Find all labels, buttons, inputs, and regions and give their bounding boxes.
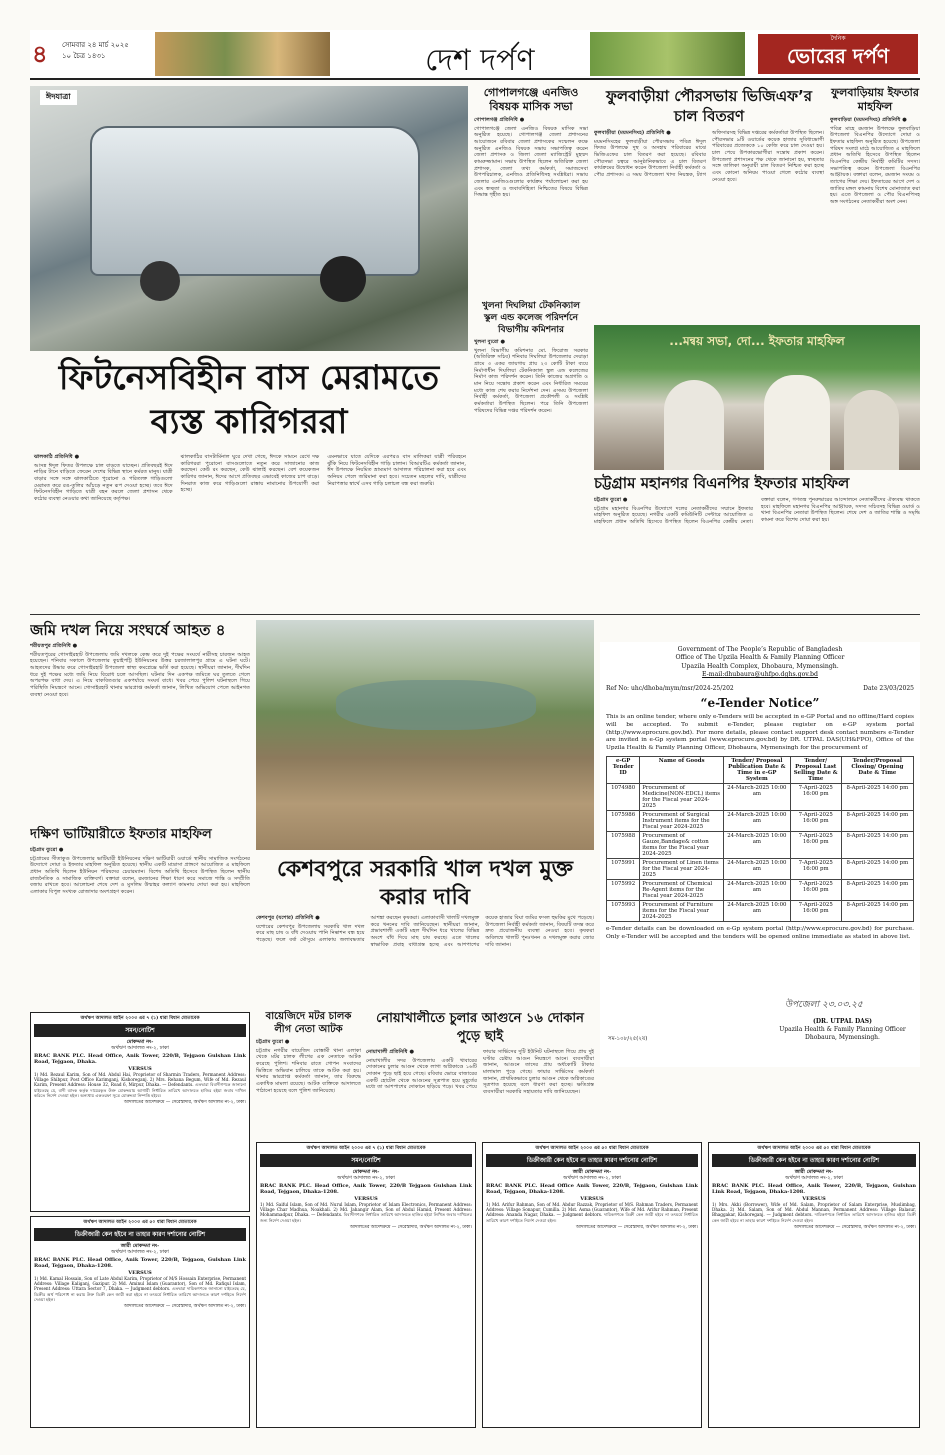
ad-top-line: অর্থঋণ আদালত আইন ২০০৩ এর ৭ (১) ধারা বিধান মোতাবেক [80, 1016, 200, 1021]
tender-footer: e-Tender details can be downloaded on e-Gp system portal (http://www.eprocure.gov.bd) for purchase. Only e-Tender will be accepted and the tenders will be opened online immediate as stated in above list. [606, 926, 914, 940]
tender-cell-id: 1075986 [607, 811, 640, 832]
tender-col-header: Name of Goods [640, 757, 724, 784]
tender-cell-goods: Procurement of Chemical Re-Agent items for the Fiscal year 2024-2025 [640, 880, 724, 901]
court-ad-3 [256, 1142, 476, 1428]
ad-top-line: অর্থঋণ আদালত আইন ২০০৩ এর ৫০ ধারা বিধান মোতাবেক [535, 1146, 649, 1151]
ad-title: ডিক্রীজারী কেন হইবে না তাহার কারণ দর্শানোর নোটিশ [712, 1154, 916, 1167]
ad-court: অর্থঋণ আদালত নং-২, ঢাকা [563, 1174, 621, 1181]
bus-wheel-2 [140, 261, 180, 301]
gopalganj-story: গোপালগঞ্জে এনজিও বিষয়ক মাসিক সভা গোপালগঞ্জ প্রতিনিধি ● গোপালগঞ্জে জেলা এনজিও বিষয়ক মাসিক সভা অনুষ্ঠিত হয়েছে। গোপালগঞ্জ জেলা প্রশাসনের আয়োজনে রবিবার জেলা প্রশাসকের সম্মেলন কক্ষে অনুষ্ঠিত এনজিও বিষয়ক সভায় সভাপতিত্ব করেন জেলা প্রশাসক ও জিলা জেলা ম্যাজিস্ট্রেট মুহম্মদ কামরুজ্জামান। সভায় উপস্থিত ছিলেন অতিরিক্ত জেলা প্রশাসক, জেলা তথ্য কর্মকর্তা, সমাজসেবা উপপরিচালক, এনজিও প্রতিনিধিসহ সংশ্লিষ্টরা। সভায় জেলার এনজিওগুলোর কার্যক্রম পর্যালোচনা করা হয় এবং স্বচ্ছতা ও জবাবদিহিতা নিশ্চিতের বিষয়ে বিভিন্ন সিদ্ধান্ত গৃহীত হয়। [474, 86, 588, 199]
tender-row [607, 832, 914, 859]
ad-body: 1) Md. Rezaul Karim, Son of Md. Abdul Hai, Proprietor of Sharmin Traders, Permanent Address: Village Shibpur, Post Office Karimganj, Kishoreganj. 2) Mrs. Rehana Begum, Wife of Md. Rezaul Karim, Present Address: House 32, Road 6, Mirpur, Dhaka. — Defendants. এতদ্বারা বিবাদীগণকে জানানো যাইতেছে যে, বাদী ব্যাংক কর্তৃক দায়েরকৃত উক্ত মোকদ্দমায় আগামী নির্ধারিত তারিখে আদালতে হাজির হইয়া জবাব দাখিল করিতে নির্দেশ দেওয়া হইল। অন্যথায় একতরফা সূত্রে মোকদ্দমা নিষ্পত্তি হইবে। [34, 1071, 246, 1098]
bus-shape [90, 126, 420, 276]
tender-cell-goods: Procurement of Surgical Instrument items for the Fiscal year 2024-2025 [640, 811, 724, 832]
tender-table [606, 756, 914, 922]
ad-title: ডিক্রীজারী কেন হইবে না তাহার কারণ দর্শানোর নোটিশ [486, 1154, 698, 1167]
masthead [30, 30, 920, 80]
tender-intro: This is an online tender, where only e-Tenders will be accepted in e-GP Portal and no offline/Hard copies will be accepted. To submit e-Tender, please register on e-GP system portal (http://www.eprocure.gov.bd). For more details, please contact support desk contact numbers e-Tender are invited in e-Gp system portal (www.eprocure.gov.bd) by DR. UTPAL DAS(UH&FPO), Office of the Upzila Health & Family Planning Officer, Dhobaura, Mymensingh for the procurement of [606, 714, 914, 751]
tender-cell-goods: Procurement of Furniture items for the Fiscal year 2024-2025 [640, 901, 724, 922]
ad-bank: BRAC BANK PLC. Head Office, Anik Tower, 220/B Tejgaon Gulshan Link Road, Tejgaon, Dhaka-1208. [260, 1183, 472, 1196]
masthead-photo-left [155, 32, 330, 76]
bayazid-headline: বায়েজিদে মটর চালক লীগ নেতা আটক [265, 1011, 352, 1035]
fulbaria-vgf-headline: ফুলবাড়ীয়া পৌরসভায় ভিজিএফ’র চাল বিতরণ [605, 87, 813, 125]
south-iftar-story: দক্ষিণ ভাটিয়ারীতে ইফতার মাহফিল চট্টগ্রাম ব্যুরো ● চট্টগ্রামের সীতাকুণ্ড উপজেলার ভাটিয়ারী ইউনিয়নের দক্ষিণ ভাটিয়ারী ওয়ার্ডে স্থানীয় সামাজিক সংগঠনের উদ্যোগে দোয়া ও ইফতার মাহফিল অনুষ্ঠিত হয়েছে। স্থানীয় একটি মাদ্রাসা প্রাঙ্গণে আয়োজিত এ মাহফিলে প্রধান অতিথি ছিলেন ইউনিয়ন পরিষদের চেয়ারম্যান। বিশেষ অতিথি হিসেবে উপস্থিত ছিলেন স্থানীয় রাজনৈতিক ও সামাজিক ব্যক্তিবর্গ। বক্তারা বলেন, রমজানের শিক্ষা ধারণ করে সমাজে শান্তি ও সম্প্রীতি বজায় রাখতে হবে। আলোচনা শেষে দেশ ও মুসলিম উম্মাহর কল্যাণ কামনায় দোয়া করা হয়। মাহফিলে এলাকার বিপুল সংখ্যক রোজাদার অংশগ্রহণ করেন। [30, 827, 250, 895]
ad-court: অর্থঋণ আদালত নং-২, ঢাকা [337, 1174, 395, 1181]
tender-title: “e-Tender Notice” [700, 696, 820, 711]
ad-court: অর্থঋণ আদালত নং-২, ঢাকা [111, 1044, 169, 1051]
tender-cell-close: 8-April-2025 14:00 pm [841, 901, 913, 922]
keshabpur-headline: কেশবপুরে সরকারি খাল দখল মুক্ত করার দাবি [276, 857, 574, 910]
ad-bank: BRAC BANK PLC. Head Office, Anik Tower, 220/B, Tejgaon Gulshan Link Road, Tejgaon, Dhaka. [34, 1053, 246, 1066]
ad-bank: BRAC BANK PLC. Head Office, Anik Tower, 220/B, Tejgaon, Gulshan Link Road, Tejgaon, Dhaka-1208. [712, 1183, 916, 1196]
divider-horizontal [30, 614, 920, 615]
ad-top-line: অর্থঋণ আদালত আইন ২০০৩ এর ৫০ ধারা বিধান মোতাবেক [83, 1220, 197, 1225]
court-ad-4 [482, 1142, 702, 1428]
tender-cell-pub: 24-March-2025 10:00 am [724, 859, 791, 880]
canal-photo [256, 620, 594, 850]
bayazid-story: বায়েজিদে মটর চালক লীগ নেতা আটক চট্টগ্রাম ব্যুরো ● চট্টগ্রাম নগরীর বায়েজিদ বোস্তামী থানা এলাকা থেকে মটর চালক লীগের এক নেতাকে আটক করেছে পুলিশ। শনিবার রাতে গোপন সংবাদের ভিত্তিতে অভিযান চালিয়ে তাকে আটক করা হয়। থানার ভারপ্রাপ্ত কর্মকর্তা জানান, তার বিরুদ্ধে একাধিক মামলা রয়েছে। আটক ব্যক্তিকে আদালতে পাঠানো হয়েছে বলে পুলিশ জানিয়েছে। [256, 1011, 361, 1094]
ad-body: 1) Md. Arifur Rahman, Son of Md. Abdur Razzak, Proprietor of M/S. Rahman Traders, Permanent Address: Village Sonapur, Cumilla. 2) Mst. Asma (Guarantor), Wife of Md. Arifur Rahman, Present Address: Ananda Nagar, Dhaka. — Judgment debtors. দায়িকগণকে ডিক্রী কেন জারী হইবে না তৎমর্মে নির্ধারিত তারিখে কারণ দর্শাইতে নির্দেশ দেওয়া হইল। [486, 1201, 698, 1223]
tender-cell-id: 1074980 [607, 784, 640, 811]
tender-cell-id: 1075991 [607, 859, 640, 880]
ad-title: সমন/নোটিশ [34, 1024, 246, 1037]
signature-scribble: উপজেলা ২৩.০৩.২৫ [785, 1000, 863, 1010]
tender-cell-close: 8-April-2025 14:00 pm [841, 880, 913, 901]
ad-case-line: মোকদ্দমা নং- [352, 1168, 380, 1175]
bus-wheel-1 [320, 256, 366, 302]
tender-row [607, 859, 914, 880]
tender-cell-pub: 24-March-2025 10:00 am [724, 832, 791, 859]
tender-ref: Ref No: uhc/dhoba/mym/msr/2024-25/202 [606, 685, 734, 693]
tender-cell-close: 8-April-2025 14:00 pm [841, 859, 913, 880]
ad-body: 1) Md. Saiful Islam, Son of Md. Nurul Islam, Proprietor of Islam Electronics, Permanent Address: Village Char Madhua, Noakhali. 2) Md. Jahangir Alam, Son of Abdul Hamid, Present Address: Mohammadpur, Dhaka. — Defendants. বিবাদীগণকে নির্ধারিত তারিখে আদালতে হাজির হইয়া লিখিত জবাব দাখিলের জন্য নির্দেশ দেওয়া হইল। [260, 1201, 472, 1223]
tender-cell-sell: 7-April-2025 16:00 pm [790, 859, 841, 880]
iftar-banner: ...মন্বয় সভা, দো... ইফতার মাহফিল [669, 334, 845, 348]
ad-court: অর্থঋণ আদালত নং-২, ঢাকা [785, 1174, 843, 1181]
ad-title: ডিক্রীজারী কেন হইবে না তাহার কারণ দর্শানোর নোটিশ [34, 1228, 246, 1241]
khulna-story: খুলনা দিঘলিয়া টেকনিক্যাল স্কুল এন্ড কলেজ পরিদর্শনে বিভাগীয় কমিশনার খুলনা ব্যুরো ● খুলনা বিভাগীয় কমিশনার মো. ফিরোজ সরকার (অতিরিক্ত সচিব) শনিবার দিঘলিয়া উপজেলার দেয়াড়া গ্রামে ৩ একর জায়গায় প্রায় ২৩ কোটি টাকা ব্যয়ে নির্মাণাধীন দিঘলিয়া টেকনিক্যাল স্কুল এন্ড কলেজের নির্মাণ কাজ পরিদর্শন করেন। তিনি কাজের অগ্রগতি ও মান নিয়ে সন্তোষ প্রকাশ করেন এবং নির্ধারিত সময়ের মধ্যে কাজ শেষ করার নির্দেশনা দেন। এসময় উপজেলা নির্বাহী কর্মকর্তা, উপজেলা প্রকৌশলী ও সংশ্লিষ্ট কর্মকর্তারা উপস্থিত ছিলেন। পরে তিনি উপজেলা পরিষদের বিভিন্ন দপ্তর পরিদর্শন করেন। [474, 301, 588, 414]
ad-bank: BRAC BANK PLC. Head Office, Anik Tower, 220/B, Tejgaon, Gulshan Link Road, Tejgaon, Dhaka-1208. [34, 1257, 246, 1270]
speaker-figure-2 [764, 375, 830, 470]
tender-col-header: e-GP Tender ID [607, 757, 640, 784]
tender-cell-goods: Procurement of Gauze,Bandage& cotton items for the Fiscal year 2024-2025 [640, 832, 724, 859]
court-ad-1 [30, 1012, 250, 1212]
land-headline: জমি দখল নিয়ে সংঘর্ষে আহত ৪ [30, 621, 226, 639]
tender-cell-sell: 7-April-2025 16:00 pm [790, 880, 841, 901]
issue-date: সোমবার ২৪ মার্চ ২০২৫ ১০ চৈত্র ১৪৩১ [62, 41, 129, 60]
tender-date: Date 23/03/2025 [863, 685, 914, 693]
speaker-figure-3 [844, 390, 899, 470]
ad-case-line: জারী মোকদ্দমা নং- [794, 1168, 834, 1175]
lead-tag: ঈদযাত্রা [40, 90, 77, 105]
ad-case-line: জারী মোকদ্দমা নং- [572, 1168, 612, 1175]
tender-cell-id: 1075993 [607, 901, 640, 922]
tender-col-header: Tender/ Proposal Last Selling Date & Time [790, 757, 841, 784]
tender-email: E-mail:dhubaura@uhfpo.dghs.gov.bd [702, 671, 818, 679]
ad-seal: আদালতের আদেশক্রমে — সেরেস্তাদার, অর্থঋণ আদালত নং-২, ঢাকা। [349, 1224, 472, 1230]
tender-cell-pub: 24-March-2025 10:00 am [724, 880, 791, 901]
ad-case-line: জারী মোকদ্দমা নং- [120, 1242, 160, 1249]
lead-photo [30, 86, 468, 351]
tender-row [607, 784, 914, 811]
tender-cell-sell: 7-April-2025 16:00 pm [790, 901, 841, 922]
lead-body: ঝালকাঠি প্রতিনিধি ● আসন্ন ঈদুল ফিতর উপলক্ষে চাল বাড়তে যাচ্ছেন। প্রতিবছরই ঈদে নাড়ির টানে বাড়িতে ফেরেন দেশের বিভিন্ন স্থানে কর্মরত মানুষ। যাত্রী বাড়ার সঙ্গে সঙ্গে ঝালকাঠিতে পুরোনো ও পরিত্যক্ত গাড়িগুলো মেরামত করে রঙ-তুলির আঁচড়ে নতুন রূপ দেওয়া হচ্ছে। তবে ঈদে ফিটনেসবিহীন গাড়িতে যাত্রী বহন করলে জেলা প্রশাসন থেকে কঠোর ব্যবস্থা নেওয়ার কথা জানিয়েছে কর্তৃপক্ষ। ঝালকাঠির বাসটার্মিনাল ঘুরে দেখা গেছে, ঈদকে সামনে রেখে দক্ষ কারিগররা পুরোনো বাসগুলোতে নতুন করে সাজানোর কাজ করছেন। কেউ রং করছেন, কেউ ঝালাই করছেন। বেশ কয়েকজন কারিগর জানান, ঈদের আগে প্রতিবছর এভাবেই কাজের চাপ বাড়ে। দিনরাত কাজ করে গাড়িগুলো রাস্তায় নামানোর উপযোগী করা হচ্ছে। এমনভাবে যাতে যেদিকে এরপরও বাস মালিকরা যাত্রী পরিবহনে ঝুঁকি নিয়ে ফিটনেসবিহীন গাড়ি চালান। বিআরটিএ কর্মকর্তা জানান, ঈদ উপলক্ষে নিয়মিত ভ্রাম্যমাণ আদালত পরিচালনা করা হবে এবং অনিয়ম পেলে জরিমানা করা হবে। সচেতন মহলের দাবি, যাত্রীদের নিরাপত্তার স্বার্থে এসব গাড়ি চলাচল বন্ধ করা জরুরি। [34, 454, 466, 502]
tender-notice: Government of The People’s Republic of Bangladesh Office of The Upzila Health & Family Planning Officer Upazila Health Complex, Dhobaura, Mymensingh. E-mail:dhubaura@uhfpo.dghs.gov.bd Ref No: uhc/dhoba/mym/msr/2024-25/202 Date 23/03/2025 “e-Tender Notice” This is an online tender, where only e-Tenders will be accepted in e-GP Portal and no offline/Hard copies will be accepted. To submit e-Tender, please register on e-GP system portal (http://www.eprocure.gov.bd). For more details, please contact support desk contact numbers e-Tender are invited in e-Gp system portal (www.eprocure.gov.bd) by DR. UTPAL DAS(UH&FPO), Office of the Upzila Health & Family Planning Officer, Dhobaura, Mymensingh for the procurement of e-GP Tender ID Name of Goods Tender/ Proposal Publication Date & Time in e-GP System Tender/ Proposal Last Selling Date & Time Tender/Proposal Closing/ Opening Date & Time 1074980 Procurement of Medicine(NON-EDCL) items for the Fiscal year 2024-2025 24-March-2025 10:00 am 7-April-2025 16:00 pm 8-April-2025 14:00 pm 1075986 Procurement of Surgical Instrument items for the Fiscal year 2024-2025 24-March-2025 10:00 am 7-April-2025 16:00 pm 8-April-2025 14:00 pm 1075988 Procurement of Gauze,Bandage& cotton items for the Fiscal year 2024-2025 24-March-2025 10:00 am 7-April-2025 16:00 pm 8-April-2025 14:00 pm 1075991 Procurement of Linen items for the Fiscal year 2024-2025 24-March-2025 10:00 am 7-April-2025 16:00 pm 8-April-2025 14:00 pm 1075992 Procurement of Chemical Re-Agent items for the Fiscal year 2024-2025 24-March-2025 10:00 am 7-April-2025 16:00 pm 8-April-2025 14:00 pm 1075993 Procurement of Furniture items for the Fiscal year 2024-2025 24-March-2025 10:00 am 7-April-2025 16:00 pm 8-April-2025 14:00 pm e-Tender details can be downloaded on e-Gp system portal (http://www.eprocure.gov.bd) for purchase. Only e-Tender will be accepted and the tenders will be opened online immediate as stated in above list. উপজেলা ২৩.০৩.২৫ (DR. UTPAL DAS) Upazila Health & Family Planning Officer Dhobaura, Mymensingh. সম-১০৮/২৫(২য়) [600, 642, 920, 1067]
keshabpur-story: কেশবপুরে সরকারি খাল দখল মুক্ত করার দাবি কেশবপুর (যশোর) প্রতিনিধি ● যশোরের কেশবপুর উপজেলায় সরকারি খাল দখল করে মাছ চাষ ও বাঁধ দেওয়ায় পানি নিষ্কাশন বন্ধ হয়ে পড়েছে। ফলে বর্ষা মৌসুমে এলাকায় জলাবদ্ধতার আশঙ্কা করছেন কৃষকরা। এলাকাবাসী খালটি দখলমুক্ত করে খননের দাবি জানিয়েছেন। স্থানীয়রা জানান, প্রভাবশালী একটি মহল দীর্ঘদিন ধরে খালের বিভিন্ন অংশে বাঁধ দিয়ে মাছ চাষ করছে। এতে খালের স্বাভাবিক প্রবাহ বাধাগ্রস্ত হচ্ছে এবং আশপাশের কয়েক হাজার বিঘা জমির ফসল হুমকির মুখে পড়েছে। উপজেলা নির্বাহী কর্মকর্তা জানান, বিষয়টি তদন্ত করে দ্রুত প্রয়োজনীয় ব্যবস্থা নেওয়া হবে। কৃষকরা অবিলম্বে খালটি পুনঃখনন ও দখলমুক্ত করার জোর দাবি জানান। [256, 857, 594, 948]
section-title: দেশ দর্পণ [425, 43, 535, 78]
noakhali-story: নোয়াখালীতে চুলার আগুনে ১৬ দোকান পুড়ে ছাই নোয়াখালী প্রতিনিধি ● নোয়াখালীর সদর উপজেলায় একটি খাবারের দোকানের চুলার আগুন থেকে লাগা অগ্নিকাণ্ডে ১৬টি দোকান পুড়ে ছাই হয়ে গেছে। রবিবার ভোরে বাজারের একটি হোটেল থেকে আগুনের সূত্রপাত হয়ে মুহূর্তের মধ্যে তা আশপাশের দোকানে ছড়িয়ে পড়ে। খবর পেয়ে ফায়ার সার্ভিসের দুটি ইউনিট ঘটনাস্থলে গিয়ে প্রায় দুই ঘণ্টার চেষ্টায় আগুন নিয়ন্ত্রণে আনে। ব্যবসায়ীরা জানান, আগুনে তাদের প্রায় অর্ধকোটি টাকার মালামাল পুড়ে গেছে। ফায়ার সার্ভিসের কর্মকর্তা জানান, প্রাথমিকভাবে চুলার আগুন থেকে অগ্নিকাণ্ডের সূত্রপাত হয়েছে বলে ধারণা করা হচ্ছে। ক্ষতিগ্রস্ত ব্যবসায়ীরা সরকারি সহায়তার দাবি জানিয়েছেন। [366, 1011, 594, 1095]
lead-headline: ফিটনেসবিহীন বাস মেরামতে ব্যস্ত কারিগররা [58, 358, 440, 442]
ad-top-line: অর্থঋণ আদালত আইন ২০০৩ এর ৭ (১) ধারা বিধান মোতাবেক [306, 1146, 426, 1151]
tender-cell-goods: Procurement of Medicine(NON-EDCL) items for the Fiscal year 2024-2025 [640, 784, 724, 811]
fulbaria-iftar-story: ফুলবাড়িয়ায় ইফতার মাহফিল ফুলবাড়িয়া (ময়মনসিংহ) প্রতিনিধি ● পবিত্র মাহে রমজান উপলক্ষে ফুলবাড়িয়া উপজেলা বিএনপির উদ্যোগে দোয়া ও ইফতার মাহফিল অনুষ্ঠিত হয়েছে। উপজেলা পরিষদ সংলগ্ন মাঠে আয়োজিত এ মাহফিলে প্রধান অতিথি হিসেবে উপস্থিত ছিলেন বিএনপির কেন্দ্রীয় নির্বাহী কমিটির সদস্য। সভাপতিত্ব করেন উপজেলা বিএনপির আহ্বায়ক। বক্তারা বলেন, রমজান সংযম ও ত্যাগের শিক্ষা দেয়। ইফতারের আগে দেশ ও জাতির মঙ্গল কামনায় বিশেষ মোনাজাত করা হয়। এতে উপজেলা ও পৌর বিএনপিসহ অঙ্গ সংগঠনের নেতাকর্মীরা অংশ নেন। [830, 86, 920, 205]
noakhali-headline: নোয়াখালীতে চুলার আগুনে ১৬ দোকান পুড়ে ছাই [376, 1011, 584, 1044]
ad-seal: আদালতের আদেশক্রমে — সেরেস্তাদার, অর্থঋণ আদালত নং-২, ঢাকা। [123, 1304, 246, 1310]
tender-cell-pub: 24-March-2025 10:00 am [724, 811, 791, 832]
ad-seal: আদালতের আদেশক্রমে — সেরেস্তাদার, অর্থঋণ আদালত নং-২, ঢাকা। [123, 1100, 246, 1106]
paper-logo: দৈনিক ভোরের দর্পণ [758, 34, 918, 74]
tender-cell-id: 1075988 [607, 832, 640, 859]
tender-row [607, 901, 914, 922]
court-ad-5 [708, 1142, 920, 1428]
tender-cell-close: 8-April-2025 14:00 pm [841, 832, 913, 859]
tender-cell-close: 8-April-2025 14:00 pm [841, 784, 913, 811]
fulbaria-iftar-headline: ফুলবাড়িয়ায় ইফতার মাহফিল [831, 86, 919, 113]
tender-cell-pub: 24-March-2025 10:00 am [724, 901, 791, 922]
khulna-headline: খুলনা দিঘলিয়া টেকনিক্যাল স্কুল এন্ড কলেজ পরিদর্শনে বিভাগীয় কমিশনার [482, 301, 580, 335]
lead-story [30, 86, 468, 608]
ad-body: 1) Md. Kamal Hossain, Son of Late Abdul Karim, Proprietor of M/S Hossain Enterprise, Permanent Address: Village Kaliganj, Gazipur. 2) Md. Aminul Islam (Guarantor), Son of Md. Rafiqul Islam, Present Address: Uttara Sector 7, Dhaka. — Judgment debtors. এতদ্বারা দায়িকগণকে জানানো যাইতেছে যে, ডিক্রীর অর্থ পরিশোধ না করায় উক্ত ডিক্রী কেন জারী করা হইবে না তৎমর্মে নির্ধারিত তারিখে আদালতে কারণ দর্শাইতে নির্দেশ দেওয়া হইল। [34, 1275, 246, 1302]
tender-memo: সম-১০৮/২৫(২য়) [608, 1036, 648, 1042]
tender-col-header: Tender/Proposal Closing/ Opening Date & Time [841, 757, 913, 784]
canal-water [336, 680, 536, 730]
tender-cell-sell: 7-April-2025 16:00 pm [790, 832, 841, 859]
iftar-photo [594, 325, 920, 470]
ad-body: 1) Mrs. Akhi (Borrower), Wife of Md. Salam, Proprietor of Salam Enterprise, Muslimbag, Dhaka. 2) Md. Salam, Son of Md. Abdul Mannan, Permanent Address: Village Balasur, Bhaggakar, Kishoreganj. — Judgment debtors. দায়িকগণকে নির্ধারিত তারিখে আদালতে হাজির হইয়া ডিক্রী কেন জারী হইবে না তাহার কারণ দর্শাইতে নির্দেশ দেওয়া হইল। [712, 1201, 916, 1223]
ad-versus: VERSUS [580, 1195, 604, 1202]
lead-byline: ঝালকাঠি প্রতিনিধি ● [34, 454, 80, 460]
ad-versus: VERSUS [802, 1195, 826, 1202]
ad-title: সমন/নোটিশ [260, 1154, 472, 1167]
speaker-figure-1 [664, 380, 724, 470]
tender-cell-close: 8-April-2025 14:00 pm [841, 811, 913, 832]
ad-seal: আদালতের আদেশক্রমে — সেরেস্তাদার, অর্থঋণ আদালত নং-২, ঢাকা। [575, 1224, 698, 1230]
ad-versus: VERSUS [128, 1269, 152, 1276]
ad-versus: VERSUS [128, 1065, 152, 1072]
ad-versus: VERSUS [354, 1195, 378, 1202]
tender-cell-id: 1075992 [607, 880, 640, 901]
tender-row [607, 880, 914, 901]
court-ad-2 [30, 1216, 250, 1428]
tender-cell-pub: 24-March-2025 10:00 am [724, 784, 791, 811]
ad-case-line: মোকদ্দমা নং- [126, 1038, 154, 1045]
ad-bank: BRAC BANK PLC. Head Office Anik Tower, 220/B, Tejgaon, Gulshan Link Road, Tejgaon, Dhaka-1208. [486, 1183, 698, 1196]
tender-col-header: Tender/ Proposal Publication Date & Time in e-GP System [724, 757, 791, 784]
tender-cell-goods: Procurement of Linen items for the Fiscal year 2024-2025 [640, 859, 724, 880]
masthead-photo-right [590, 32, 745, 76]
south-iftar-headline: দক্ষিণ ভাটিয়ারীতে ইফতার মাহফিল [30, 827, 212, 842]
page-number: ৪ [32, 40, 48, 68]
tender-row [607, 811, 914, 832]
tender-cell-sell: 7-April-2025 16:00 pm [790, 811, 841, 832]
land-story: জমি দখল নিয়ে সংঘর্ষে আহত ৪ শরীয়তপুর প্রতিনিধি ● শরীয়তপুরের গোসাইরহাট উপজেলায় জমি দখলকে কেন্দ্র করে দুই পক্ষের সংঘর্ষে নারীসহ চারজন আহত হয়েছেন। শনিবার সকালে উপজেলার কুচাইপট্টি ইউনিয়নের উত্তর চরজালালপুর গ্রামে এ ঘটনা ঘটে। আহতদের উদ্ধার করে গোসাইরহাট উপজেলা স্বাস্থ্য কমপ্লেক্সে ভর্তি করা হয়েছে। স্থানীয়রা জানান, দীর্ঘদিন ধরে দুই পক্ষের মধ্যে জমি নিয়ে বিরোধ চলে আসছিল। ঘটনার দিন একপক্ষ জমিতে ঘর তুলতে গেলে অপরপক্ষ বাধা দেয়। এ নিয়ে বাকবিতণ্ডার একপর্যায়ে সংঘর্ষ বাধে। খবর পেয়ে পুলিশ ঘটনাস্থলে গিয়ে পরিস্থিতি নিয়ন্ত্রণে আনে। গোসাইরহাট থানার ভারপ্রাপ্ত কর্মকর্তা জানান, লিখিত অভিযোগ পেলে আইনগত ব্যবস্থা নেওয়া হবে। [30, 621, 250, 698]
tender-cell-sell: 7-April-2025 16:00 pm [790, 784, 841, 811]
chattogram-headline: চট্টগ্রাম মহানগর বিএনপির ইফতার মাহফিল [594, 474, 850, 492]
ad-seal: আদালতের আদেশক্রমে — সেরেস্তাদার, অর্থঋণ আদালত নং-২, ঢাকা। [793, 1224, 916, 1230]
gopalganj-headline: গোপালগঞ্জে এনজিও বিষয়ক মাসিক সভা [483, 86, 579, 113]
ad-court: অর্থঋণ আদালত নং-২, ঢাকা [111, 1248, 169, 1255]
ad-top-line: অর্থঋণ আদালত আইন ২০০৩ এর ৫০ ধারা বিধান মোতাবেক [757, 1146, 871, 1151]
fulbaria-vgf-story: ফুলবাড়ীয়া পৌরসভায় ভিজিএফ’র চাল বিতরণ ফুলবাড়ীয়া (ময়মনসিংহ) প্রতিনিধি ● ময়মনসিংহের ফুলবাড়ীয়া পৌরসভায় পবিত্র ঈদুল ফিতর উপলক্ষে দুস্থ ও অসহায় পরিবারের মাঝে ভিজিএফের চাল বিতরণ করা হয়েছে। রবিবার পৌরসভা চত্বরে আনুষ্ঠানিকভাবে এ চাল বিতরণ কার্যক্রমের উদ্বোধন করেন উপজেলা নির্বাহী কর্মকর্তা ও পৌর প্রশাসক। এ সময় উপজেলা খাদ্য নিয়ন্ত্রক, ট্যাগ অফিসারসহ বিভিন্ন দপ্তরের কর্মকর্তারা উপস্থিত ছিলেন। পৌরসভার ৯টি ওয়ার্ডের কয়েক হাজার সুবিধাভোগী পরিবারের প্রত্যেককে ১০ কেজি করে চাল দেওয়া হয়। চাল পেয়ে উপকারভোগীরা সন্তোষ প্রকাশ করেন। উপজেলা প্রশাসনের পক্ষ থেকে জানানো হয়, স্বচ্ছতার সঙ্গে তালিকা অনুযায়ী চাল বিতরণ নিশ্চিত করা হচ্ছে এবং কোনো অনিয়ম পাওয়া গেলে কঠোর ব্যবস্থা নেওয়া হবে। [594, 87, 824, 183]
chattogram-story: চট্টগ্রাম মহানগর বিএনপির ইফতার মাহফিল চট্টগ্রাম ব্যুরো ● চট্টগ্রাম মহানগর বিএনপির উদ্যোগে দলের নেতাকর্মীদের সম্মানে ইফতার মাহফিল অনুষ্ঠিত হয়েছে। নগরীর একটি কমিউনিটি সেন্টারে আয়োজিত এ মাহফিলে প্রধান অতিথি হিসেবে উপস্থিত ছিলেন বিএনপির কেন্দ্রীয় নেতা। বক্তারা বলেন, গণতন্ত্র পুনরুদ্ধারের আন্দোলনে নেতাকর্মীদের ঐক্যবদ্ধ থাকতে হবে। মাহফিলে মহানগর বিএনপির আহ্বায়ক, সদস্য সচিবসহ বিভিন্ন ওয়ার্ড ও থানা বিএনপির নেতারা উপস্থিত ছিলেন। শেষে দেশ ও জাতির শান্তি ও সমৃদ্ধি কামনা করে বিশেষ দোয়া করা হয়। [594, 474, 920, 525]
